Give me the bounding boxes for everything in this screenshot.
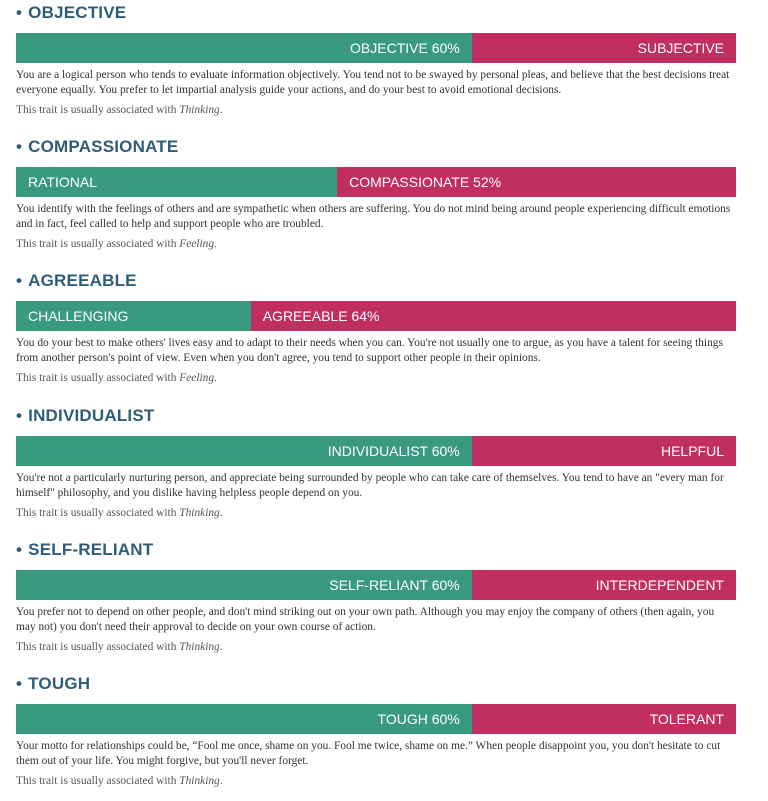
bar-segment-opposite — [16, 167, 337, 197]
trait-heading: • AGREEABLE — [16, 271, 137, 290]
bar-segment-dominant — [337, 167, 736, 197]
trait-description: You're not a particularly nurturing person, and appreciate being surrounded by people who can take care of themselves. You tend to have an "every man for himself" philosophy, and you dislike having helpless people depend on you. — [16, 472, 724, 499]
trait-type: Feeling — [179, 372, 215, 384]
bar-segment-dominant — [251, 301, 736, 331]
bar-label-opposite: SUBJECTIVE — [637, 40, 724, 56]
trait-association: This trait is usually associated with Feeling. — [16, 372, 217, 384]
trait-description: You identify with the feelings of others and are sympathetic when others are suffering. You do not mind being around people experiencing difficult emotions and in fact, feel called to help and support people who are troubled. — [16, 203, 731, 230]
trait-type: Thinking — [179, 507, 220, 519]
bar-segment-opposite — [472, 33, 736, 63]
trait-bar — [16, 570, 736, 600]
bar-label-dominant: COMPASSIONATE 52% — [349, 174, 502, 190]
bar-label-dominant: INDIVIDUALIST 60% — [327, 443, 460, 459]
trait-association: This trait is usually associated with Thinking. — [16, 104, 223, 116]
bar-segment-dominant — [16, 33, 472, 63]
trait-tough — [16, 673, 736, 789]
trait-bar — [16, 704, 736, 734]
trait-description: Your motto for relationships could be, “Fool me once, shame on you. Fool me twice, shame on me.” When people disappoint you, you don't hesitate to cut them out of your life. You might forgive, but you'll never forget. — [16, 740, 721, 767]
trait-type: Thinking — [179, 641, 220, 653]
trait-heading: • COMPASSIONATE — [16, 137, 179, 156]
trait-compassionate — [16, 136, 736, 252]
bar-label-dominant: OBJECTIVE 60% — [350, 40, 460, 56]
trait-individualist — [16, 405, 736, 521]
bar-label-opposite: HELPFUL — [660, 443, 724, 459]
bar-segment-dominant — [16, 436, 472, 466]
bar-label-opposite: RATIONAL — [28, 174, 97, 190]
bar-label-opposite: TOLERANT — [649, 711, 724, 727]
trait-type: Thinking — [179, 104, 220, 116]
bar-segment-dominant — [16, 570, 472, 600]
trait-type: Thinking — [179, 775, 220, 787]
trait-association: This trait is usually associated with Feeling. — [16, 238, 217, 250]
trait-objective — [16, 2, 736, 118]
trait-association: This trait is usually associated with Thinking. — [16, 775, 223, 787]
bar-segment-opposite — [16, 301, 251, 331]
bar-segment-opposite — [472, 436, 736, 466]
bar-segment-dominant — [16, 704, 472, 734]
trait-heading: • SELF-RELIANT — [16, 540, 154, 559]
bar-label-opposite: INTERDEPENDENT — [595, 577, 724, 593]
trait-bar — [16, 33, 736, 63]
trait-association: This trait is usually associated with Thinking. — [16, 507, 223, 519]
trait-heading: • OBJECTIVE — [16, 3, 127, 22]
bar-segment-opposite — [472, 570, 736, 600]
trait-bar — [16, 436, 736, 466]
trait-description: You are a logical person who tends to evaluate information objectively. You tend not to be swayed by personal pleas, and believe that the best decisions treat everyone equally. You prefer to let impartial analysis guide your actions, and do your best to avoid emotional decisions. — [16, 69, 730, 96]
trait-heading: • TOUGH — [16, 674, 91, 693]
bar-label-dominant: TOUGH 60% — [377, 711, 460, 727]
trait-description: You prefer not to depend on other people, and don't mind striking out on your own path. Although you may enjoy the company of others (then again, you may not) you don't need their approval to decide on your own course of action. — [16, 606, 715, 633]
trait-description: You do your best to make others' lives easy and to adapt to their needs when you can. You're not usually one to argue, as you have a talent for seeing things from another person's point of view. Even when you don't agree, you tend to support other people in their opinions. — [16, 337, 723, 364]
trait-bar — [16, 167, 736, 197]
bar-label-dominant: AGREEABLE 64% — [262, 308, 380, 324]
bar-segment-opposite — [472, 704, 736, 734]
bar-label-dominant: SELF-RELIANT 60% — [329, 577, 460, 593]
trait-heading: • INDIVIDUALIST — [16, 406, 155, 425]
bar-label-opposite: CHALLENGING — [28, 308, 129, 324]
trait-bar — [16, 301, 736, 331]
trait-self-reliant — [16, 539, 736, 655]
trait-type: Feeling — [179, 238, 215, 250]
trait-association: This trait is usually associated with Thinking. — [16, 641, 223, 653]
trait-agreeable — [16, 270, 736, 386]
